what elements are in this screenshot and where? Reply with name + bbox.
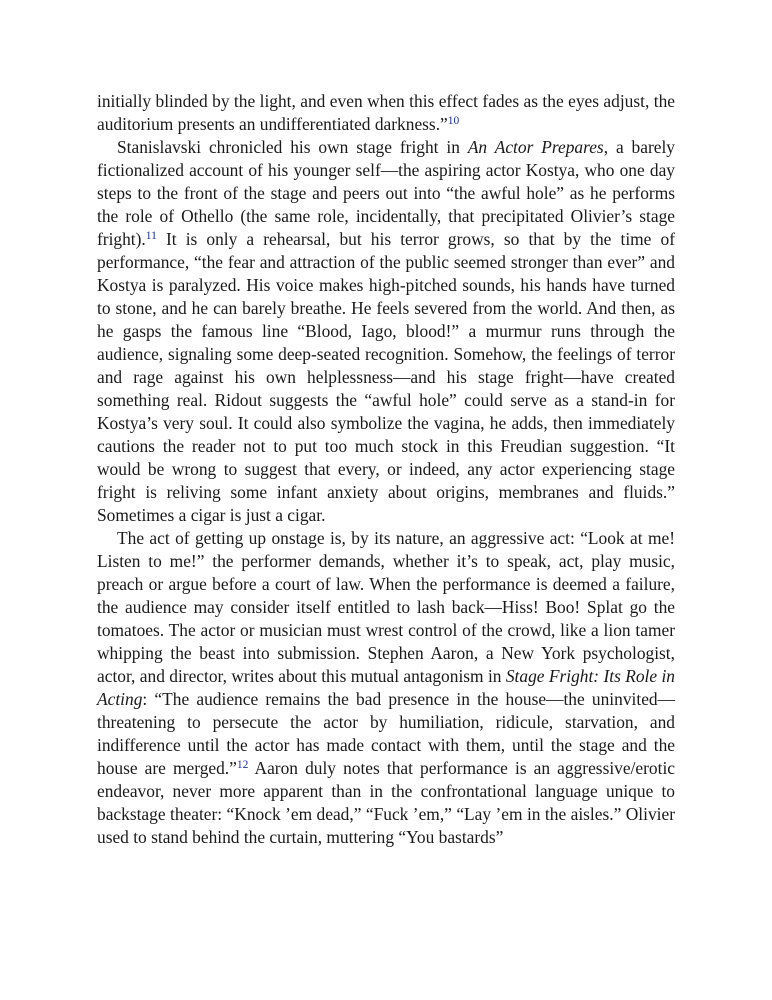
- paragraph: [97, 527, 675, 849]
- paragraph-text: It is only a rehearsal, but his terror grows, so that by the time of performance, “the fear and attraction of the public seemed stronger than ever” and Kostya is paralyzed. His voice makes high-pitched sounds, his hands have turned to stone, and he can barely breathe. He feels severed from the world. And then, as he gasps the famous line “Blood, Iago, blood!” a murmur runs through the audience, signaling some deep-seated recognition. Somehow, the feelings of terror and rage against his own helplessness—and his stage fright—have created something real. Ridout suggests the “awful hole” could serve as a stand-in for Kostya’s very soul. It could also symbolize the vagina, he adds, then immediately cautions the reader not to put too much stock in this Freudian suggestion. “It would be wrong to suggest that every, or indeed, any actor experiencing stage fright is reliving some infant anxiety about origins, membranes and fluids.” Sometimes a cigar is just a cigar.: [97, 229, 675, 525]
- paragraph-text: : “The audience remains the bad presence in the house—the uninvited—threatening to persecute the actor by humiliation, ridicule, starvation, and indifference until the actor has made contact with them, until the stage and the house are merged.”: [97, 689, 675, 778]
- paragraph-text: initially blinded by the light, and even when this effect fades as the eyes adjust, the auditorium presents an undifferentiated darkness.”: [97, 91, 675, 134]
- paragraph-text: The act of getting up onstage is, by its nature, an aggressive act: “Look at me! Listen to me!” the performer demands, whether it’s to speak, act, play music, preach or argue before a court of law. When the performance is deemed a failure, the audience may consider itself entitled to lash back—Hiss! Boo! Splat go the tomatoes. The actor or musician must wrest control of the crowd, like a lion tamer whipping the beast into submission. Stephen Aaron, a New York psychologist, actor, and director, writes about this mutual antagonism in: [97, 528, 675, 686]
- book-title: Stage Fright: Its Role in Acting: [97, 666, 675, 709]
- paragraph-text: Aaron duly notes that performance is an aggressive/erotic endeavor, never more apparent than in the confrontational language unique to backstage theater: “Knock ’em dead,” “Fuck ’em,” “Lay ’em in the aisles.” Olivier used to stand behind the curtain, muttering “You bastards”: [97, 758, 675, 847]
- footnote-ref-11[interactable]: 11: [145, 230, 157, 242]
- paragraph: [97, 136, 675, 527]
- footnote-ref-12[interactable]: 12: [236, 759, 249, 771]
- page-body: [97, 90, 675, 849]
- paragraph-text: , a barely fictionalized account of his younger self—the aspiring actor Kostya, who one day steps to the front of the stage and peers out into “the awful hole” as he performs the role of Othello (the same role, incidentally, that precipitated Olivier’s stage fright).: [97, 137, 675, 249]
- book-title: An Actor Prepares: [467, 137, 604, 157]
- footnote-ref-10[interactable]: 10: [447, 115, 460, 127]
- paragraph: [97, 90, 675, 136]
- paragraph-text: Stanislavski chronicled his own stage fright in: [117, 137, 468, 157]
